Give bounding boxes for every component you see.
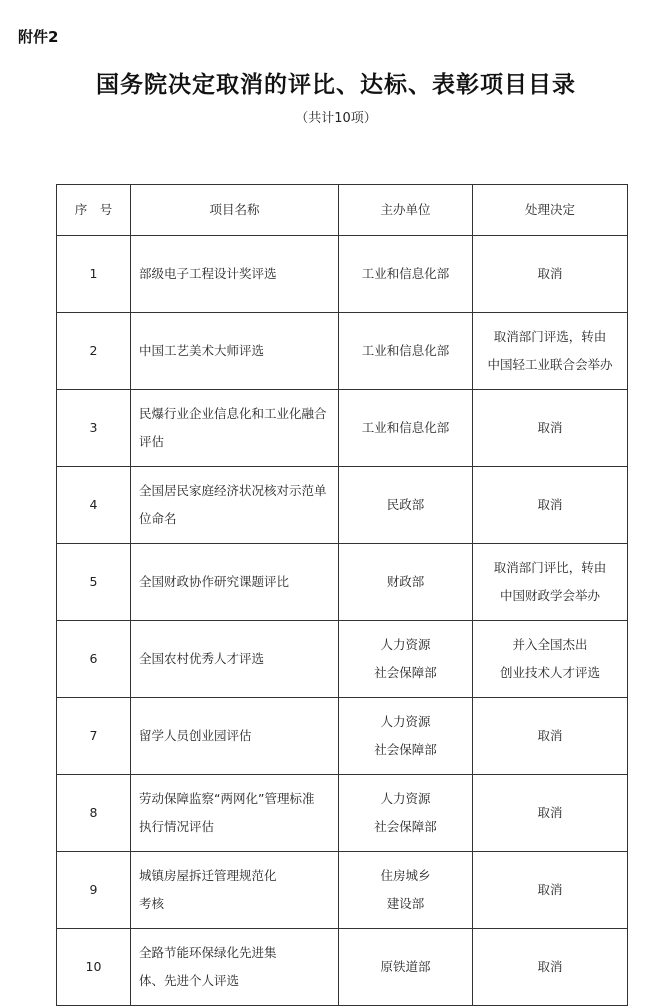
organizer-cell-line: 原铁道部 — [380, 959, 431, 974]
decision-cell-line: 取消 — [537, 497, 563, 512]
organizer-cell-line: 社会保障部 — [374, 665, 437, 680]
organizer-cell-line: 工业和信息化部 — [361, 266, 450, 281]
decision-cell — [473, 775, 628, 852]
attachment-label: 附件2 — [18, 28, 59, 46]
organizer-cell-line: 工业和信息化部 — [361, 420, 450, 435]
project-name-cell — [131, 467, 339, 544]
project-name-cell-line: 劳动保障监察“两网化”管理标准 — [139, 791, 315, 806]
row-index: 2 — [57, 313, 131, 390]
project-name-cell-line: 全国农村优秀人才评选 — [139, 651, 265, 666]
row-index: 1 — [57, 236, 131, 313]
table-body — [57, 236, 628, 1006]
project-name-cell-line: 城镇房屋拆迁管理规范化 — [139, 868, 277, 883]
project-name-cell — [131, 621, 339, 698]
table-row — [57, 544, 628, 621]
project-name-cell — [131, 390, 339, 467]
table-header-row — [57, 185, 628, 236]
table-row — [57, 775, 628, 852]
project-name-cell — [131, 313, 339, 390]
project-name-cell-line: 中国工艺美术大师评选 — [139, 343, 265, 358]
row-index: 5 — [57, 544, 131, 621]
row-index: 7 — [57, 698, 131, 775]
organizer-cell-line: 人力资源 — [380, 637, 431, 652]
table-row — [57, 929, 628, 1006]
decision-cell — [473, 621, 628, 698]
decision-cell-line: 取消 — [537, 805, 563, 820]
organizer-cell-line: 人力资源 — [380, 714, 431, 729]
organizer-cell — [339, 775, 473, 852]
organizer-cell — [339, 313, 473, 390]
table-row — [57, 313, 628, 390]
decision-cell — [473, 467, 628, 544]
decision-cell-line: 并入全国杰出 — [512, 637, 588, 652]
organizer-cell — [339, 852, 473, 929]
organizer-cell — [339, 621, 473, 698]
organizer-cell-line: 民政部 — [386, 497, 425, 512]
organizer-cell — [339, 544, 473, 621]
decision-cell — [473, 929, 628, 1006]
organizer-cell — [339, 467, 473, 544]
project-name-cell-line: 位命名 — [139, 511, 177, 526]
decision-cell — [473, 698, 628, 775]
header-project-name: 项目名称 — [131, 185, 339, 236]
project-name-cell-line: 民爆行业企业信息化和工业化融合 — [139, 406, 327, 421]
decision-cell — [473, 852, 628, 929]
project-name-cell — [131, 544, 339, 621]
decision-cell-line: 中国财政学会举办 — [499, 588, 600, 603]
row-index: 3 — [57, 390, 131, 467]
project-name-cell — [131, 852, 339, 929]
project-name-cell-line: 全国财政协作研究课题评比 — [139, 574, 290, 589]
organizer-cell-line: 人力资源 — [380, 791, 431, 806]
decision-cell-line: 中国轻工业联合会举办 — [487, 357, 613, 372]
header-organizer: 主办单位 — [339, 185, 473, 236]
decision-cell-line: 取消部门评选，转由 — [493, 329, 607, 344]
project-name-cell — [131, 929, 339, 1006]
decision-cell-line: 取消 — [537, 959, 563, 974]
project-name-cell-line: 全国居民家庭经济状况核对示范单 — [139, 483, 327, 498]
project-name-cell-line: 全路节能环保绿化先进集 — [139, 945, 277, 960]
table-row — [57, 698, 628, 775]
decision-cell-line: 取消 — [537, 420, 563, 435]
table-row — [57, 852, 628, 929]
page-title: 国务院决定取消的评比、达标、表彰项目目录 — [96, 71, 576, 98]
project-name-cell — [131, 698, 339, 775]
decision-cell-line: 创业技术人才评选 — [499, 665, 600, 680]
project-name-cell — [131, 775, 339, 852]
organizer-cell — [339, 929, 473, 1006]
organizer-cell-line: 建设部 — [386, 896, 425, 911]
table-row — [57, 621, 628, 698]
project-name-cell-line: 考核 — [139, 896, 165, 911]
project-name-cell-line: 评估 — [139, 434, 165, 449]
organizer-cell-line: 住房城乡 — [380, 868, 431, 883]
project-table — [56, 184, 628, 1006]
decision-cell — [473, 313, 628, 390]
decision-cell — [473, 236, 628, 313]
organizer-cell — [339, 698, 473, 775]
project-name-cell — [131, 236, 339, 313]
organizer-cell-line: 财政部 — [386, 574, 425, 589]
organizer-cell-line: 社会保障部 — [374, 742, 437, 757]
organizer-cell-line: 社会保障部 — [374, 819, 437, 834]
decision-cell-line: 取消部门评比，转由 — [493, 560, 607, 575]
page-subtitle: （共计10项） — [295, 111, 377, 126]
project-name-cell-line: 体、先进个人评选 — [139, 973, 240, 988]
project-name-cell-line: 留学人员创业园评估 — [139, 728, 252, 743]
decision-cell-line: 取消 — [537, 882, 563, 897]
table-row — [57, 467, 628, 544]
organizer-cell — [339, 236, 473, 313]
table-row — [57, 390, 628, 467]
organizer-cell — [339, 390, 473, 467]
organizer-cell-line: 工业和信息化部 — [361, 343, 450, 358]
decision-cell-line: 取消 — [537, 266, 563, 281]
decision-cell — [473, 390, 628, 467]
row-index: 8 — [57, 775, 131, 852]
decision-cell-line: 取消 — [537, 728, 563, 743]
header-index: 序 号 — [57, 185, 131, 236]
table-row — [57, 236, 628, 313]
project-name-cell-line: 部级电子工程设计奖评选 — [139, 266, 277, 281]
decision-cell — [473, 544, 628, 621]
project-name-cell-line: 执行情况评估 — [139, 819, 215, 834]
row-index: 6 — [57, 621, 131, 698]
row-index: 4 — [57, 467, 131, 544]
header-decision: 处理决定 — [473, 185, 628, 236]
row-index: 9 — [57, 852, 131, 929]
row-index: 10 — [57, 929, 131, 1006]
